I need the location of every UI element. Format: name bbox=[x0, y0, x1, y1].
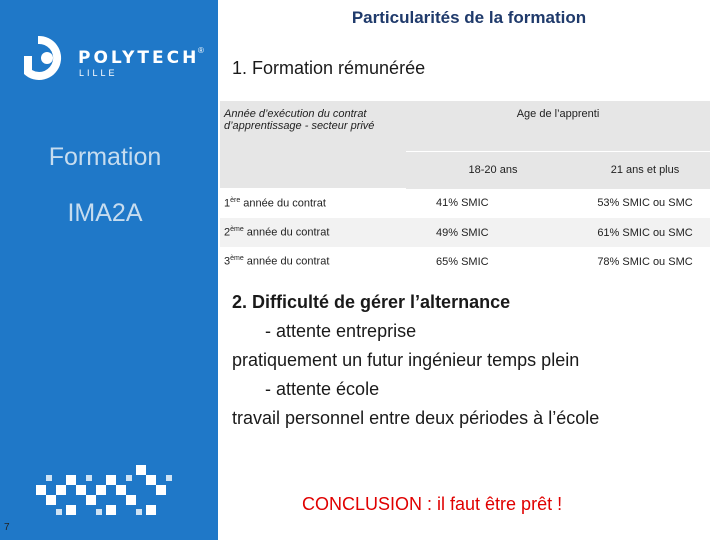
table-row bbox=[220, 218, 710, 247]
section1-heading: 1. Formation rémunérée bbox=[232, 58, 426, 78]
section2-line4: travail personnel entre deux périodes à l’école bbox=[232, 408, 600, 428]
section2-line1: - attente entreprise bbox=[265, 321, 417, 341]
table-cell-year bbox=[220, 247, 406, 276]
table-cell-18-20: 49% SMIC bbox=[436, 226, 489, 239]
section2-heading: 2. Difficulté de gérer l’alternance bbox=[232, 292, 511, 312]
pixel-pattern-icon bbox=[36, 465, 176, 525]
logo-wordmark: POLYTECH bbox=[78, 48, 200, 68]
table-cell-21-plus: 78% SMIC ou SMC bbox=[597, 255, 693, 268]
table-cell-year bbox=[220, 218, 406, 247]
year-ordinal-suffix: ème bbox=[230, 226, 244, 234]
section2-line2: pratiquement un futur ingénieur temps plein bbox=[232, 350, 580, 370]
page-number: 7 bbox=[4, 522, 10, 533]
table-cell-year bbox=[220, 189, 406, 219]
table-header-row bbox=[220, 101, 710, 152]
year-ordinal: 3 bbox=[224, 255, 231, 268]
year-label: année du contrat bbox=[243, 226, 330, 239]
table-cell-21-plus: 53% SMIC ou SMC bbox=[597, 197, 693, 210]
table-cell-18-20: 65% SMIC bbox=[436, 255, 489, 268]
conclusion-text: CONCLUSION : il faut être prêt ! bbox=[302, 494, 563, 514]
year-ordinal-suffix: ère bbox=[230, 197, 241, 205]
table-header-age-18-20: 18-20 ans bbox=[406, 152, 580, 189]
table-row bbox=[220, 247, 710, 276]
salary-table bbox=[220, 101, 710, 276]
sidebar-title-line1: Formation bbox=[48, 143, 162, 171]
logo-registered-mark: ® bbox=[198, 46, 204, 55]
table-cell-18-20: 41% SMIC bbox=[436, 197, 489, 210]
table-header-age-group: Age de l’apprenti bbox=[406, 101, 710, 152]
logo-subtitle: LILLE bbox=[79, 68, 118, 78]
section2-line3: - attente école bbox=[265, 379, 380, 399]
table-header-age-21-plus: 21 ans et plus bbox=[580, 152, 710, 189]
table-header-contract-year: Année d’exécution du contrat d’apprentissage - secteur privé bbox=[220, 101, 406, 189]
table-row bbox=[220, 189, 710, 219]
year-label: année du contrat bbox=[243, 255, 330, 268]
year-ordinal-suffix: ème bbox=[230, 255, 244, 263]
sidebar-title-line2: IMA2A bbox=[67, 199, 143, 227]
sidebar bbox=[0, 0, 218, 540]
year-label: année du contrat bbox=[240, 197, 326, 210]
table-cell-21-plus: 61% SMIC ou SMC bbox=[597, 226, 693, 239]
year-ordinal: 2 bbox=[224, 226, 231, 239]
slide-title: Particularités de la formation bbox=[351, 8, 587, 27]
year-ordinal: 1 bbox=[224, 197, 231, 210]
